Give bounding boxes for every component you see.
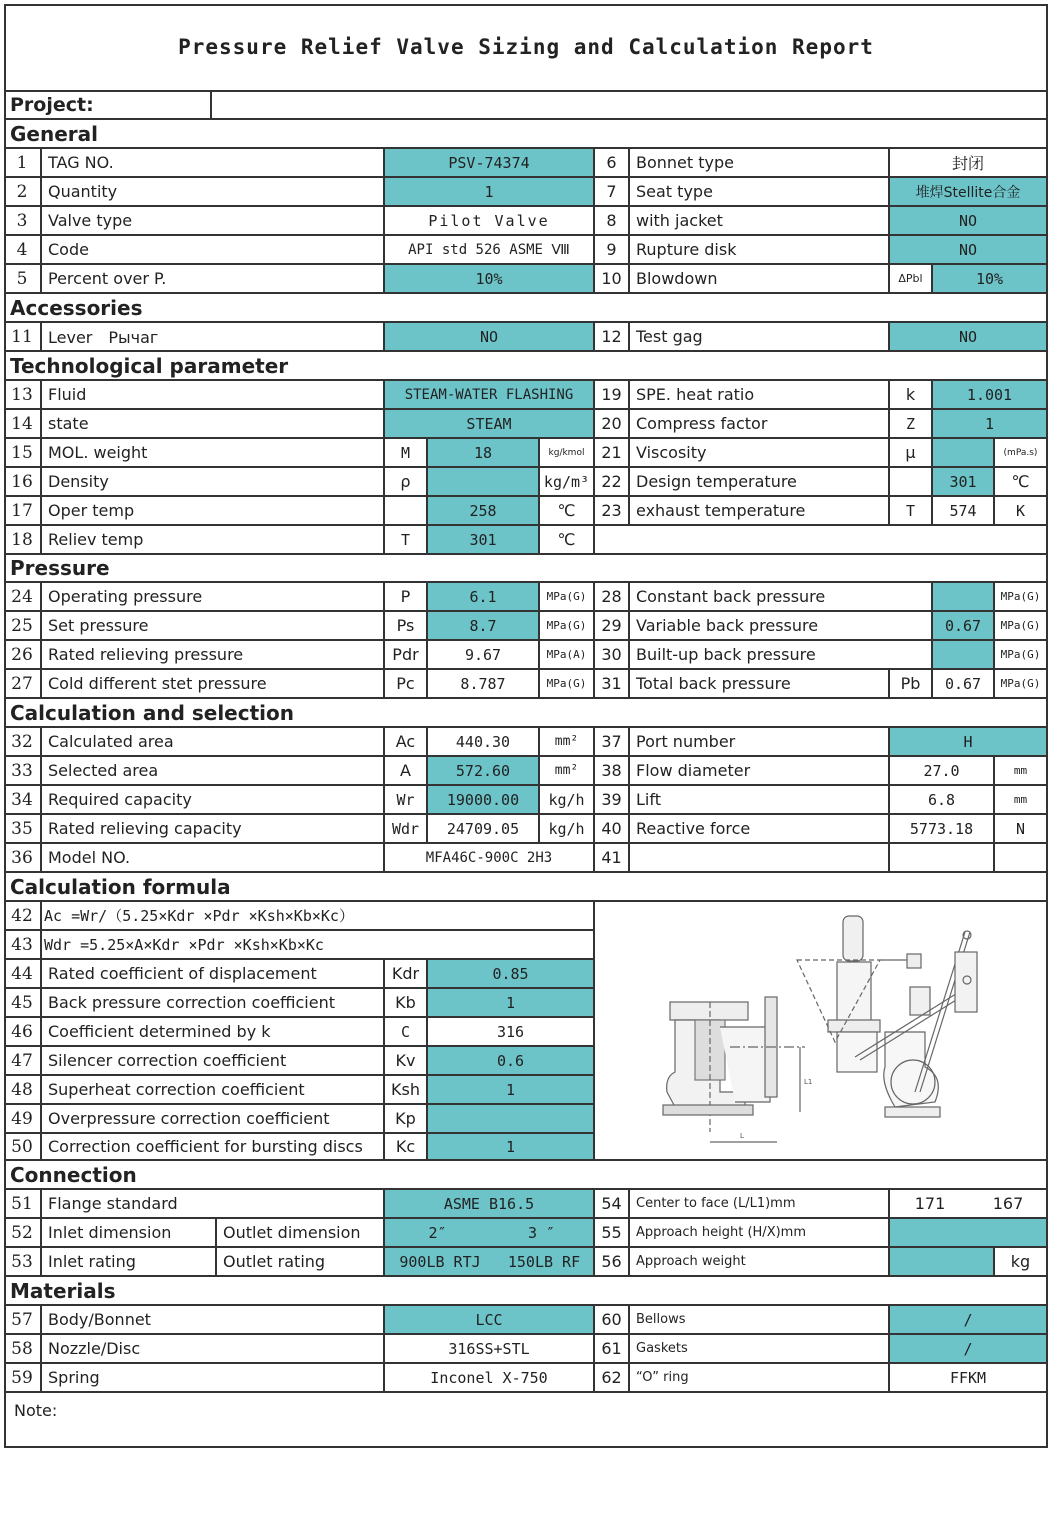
- project-label: Project:: [4, 92, 212, 120]
- ksh-value[interactable]: 1: [428, 1076, 595, 1105]
- bonnet-type-value[interactable]: 封闭: [890, 149, 1048, 178]
- mol-weight-value[interactable]: 18: [428, 439, 540, 468]
- unit: kg/h: [540, 786, 595, 815]
- row-number: 26: [4, 641, 42, 670]
- row-number: 57: [4, 1306, 42, 1335]
- field-label: Required capacity: [42, 786, 385, 815]
- unit: MPa(G): [995, 670, 1048, 699]
- unit: kg/m³: [540, 468, 595, 497]
- section-general: General: [4, 120, 1048, 149]
- field-label: SPE. heat ratio: [630, 381, 890, 410]
- field-label: Flow diameter: [630, 757, 890, 786]
- field-label: Operating pressure: [42, 583, 385, 612]
- row-number: 24: [4, 583, 42, 612]
- design-temp-value[interactable]: 301: [933, 468, 995, 497]
- field-label: Cold different stet pressure: [42, 670, 385, 699]
- unit: ℃: [540, 526, 595, 555]
- field-label: Viscosity: [630, 439, 890, 468]
- unit: N: [995, 815, 1048, 844]
- jacket-value[interactable]: NO: [890, 207, 1048, 236]
- note-area[interactable]: [4, 1393, 1048, 1448]
- spring-value[interactable]: Inconel X-750: [385, 1364, 595, 1393]
- field-label: Flange standard: [42, 1190, 385, 1219]
- row-number: 17: [4, 497, 42, 526]
- outlet-rating-value[interactable]: 150LB RF: [495, 1248, 595, 1277]
- field-label: Overpressure correction coefficient: [42, 1105, 385, 1134]
- field-label: Seat type: [630, 178, 890, 207]
- section-technological: Technological parameter: [4, 352, 1048, 381]
- field-label: Quantity: [42, 178, 385, 207]
- section-accessories: Accessories: [4, 294, 1048, 323]
- symbol: Pc: [385, 670, 428, 699]
- field-label: Set pressure: [42, 612, 385, 641]
- section-calculation: Calculation and selection: [4, 699, 1048, 728]
- field-label: Rupture disk: [630, 236, 890, 265]
- kp-value[interactable]: [428, 1105, 595, 1134]
- tag-no-value[interactable]: PSV-74374: [385, 149, 595, 178]
- nozzle-disc-value[interactable]: 316SS+STL: [385, 1335, 595, 1364]
- section-pressure: Pressure: [4, 555, 1048, 583]
- section-connection: Connection: [4, 1161, 1048, 1190]
- field-label: Rated relieving capacity: [42, 815, 385, 844]
- row-number: 33: [4, 757, 42, 786]
- field-label: Variable back pressure: [630, 612, 933, 641]
- field-label: Bonnet type: [630, 149, 890, 178]
- unit: K: [995, 497, 1048, 526]
- unit: ℃: [540, 497, 595, 526]
- project-value[interactable]: [212, 92, 1048, 120]
- unit: kg: [995, 1248, 1048, 1277]
- inlet-rating-value[interactable]: 900LB RTJ: [385, 1248, 495, 1277]
- row-number: 14: [4, 410, 42, 439]
- outlet-dimension-value[interactable]: 3 ″: [490, 1219, 595, 1248]
- empty-cell: [595, 526, 1048, 555]
- field-label: Selected area: [42, 757, 385, 786]
- row-number: 13: [4, 381, 42, 410]
- field-label: MOL. weight: [42, 439, 385, 468]
- field-label: Rated relieving pressure: [42, 641, 385, 670]
- row-number: 8: [595, 207, 630, 236]
- row-number: 12: [595, 323, 630, 352]
- row-number: 62: [595, 1364, 630, 1393]
- row-number: 47: [4, 1047, 42, 1076]
- unit: mm²: [540, 728, 595, 757]
- built-up-back-pressure-value[interactable]: [933, 641, 995, 670]
- unit: kg/h: [540, 815, 595, 844]
- symbol: Kdr: [385, 960, 428, 989]
- unit: [995, 844, 1048, 873]
- row-number: 37: [595, 728, 630, 757]
- row-number: 44: [4, 960, 42, 989]
- calculated-area-value[interactable]: 440.30: [428, 728, 540, 757]
- field-label: Model NO.: [42, 844, 385, 873]
- unit: mm: [995, 786, 1048, 815]
- field-label: TAG NO.: [42, 149, 385, 178]
- field-label: Blowdown: [630, 265, 890, 294]
- row-number: 16: [4, 468, 42, 497]
- row-number: 61: [595, 1335, 630, 1364]
- row-number: 34: [4, 786, 42, 815]
- unit: mm: [995, 757, 1048, 786]
- unit: MPa(G): [540, 612, 595, 641]
- section-formula: Calculation formula: [4, 873, 1048, 902]
- row-number: 48: [4, 1076, 42, 1105]
- svg-text:L: L: [740, 1132, 744, 1140]
- unit: MPa(G): [995, 583, 1048, 612]
- field-label: Approach weight: [630, 1248, 890, 1277]
- row-number: 25: [4, 612, 42, 641]
- field-label: Bellows: [630, 1306, 890, 1335]
- row-number: 46: [4, 1018, 42, 1047]
- row-number: 27: [4, 670, 42, 699]
- row-number: 18: [4, 526, 42, 555]
- row-number: 42: [4, 902, 42, 931]
- row-number: 11: [4, 323, 42, 352]
- rupture-disk-value[interactable]: NO: [890, 236, 1048, 265]
- field-label: Percent over P.: [42, 265, 385, 294]
- code-value[interactable]: API std 526 ASME Ⅷ: [385, 236, 595, 265]
- symbol: Kv: [385, 1047, 428, 1076]
- row-number: 56: [595, 1248, 630, 1277]
- heat-ratio-value[interactable]: 1.001: [933, 381, 1048, 410]
- row-number: 55: [595, 1219, 630, 1248]
- flange-standard-value[interactable]: ASME B16.5: [385, 1190, 595, 1219]
- row-number: 4: [4, 236, 42, 265]
- field-label: Design temperature: [630, 468, 890, 497]
- symbol: Pb: [890, 670, 933, 699]
- row-number: 20: [595, 410, 630, 439]
- row-number: 19: [595, 381, 630, 410]
- field-label: Rated coefficient of displacement: [42, 960, 385, 989]
- density-value[interactable]: [428, 468, 540, 497]
- rated-capacity-value[interactable]: 24709.05: [428, 815, 540, 844]
- symbol: Wdr: [385, 815, 428, 844]
- kb-value[interactable]: 1: [428, 989, 595, 1018]
- row-number: 1: [4, 149, 42, 178]
- percent-over-value[interactable]: 10%: [385, 265, 595, 294]
- symbol: Kb: [385, 989, 428, 1018]
- symbol: A: [385, 757, 428, 786]
- o-ring-value[interactable]: FFKM: [890, 1364, 1048, 1393]
- field-label: Body/Bonnet: [42, 1306, 385, 1335]
- cold-set-pressure-value[interactable]: 8.787: [428, 670, 540, 699]
- rated-relieving-pressure-value[interactable]: 9.67: [428, 641, 540, 670]
- body-bonnet-value[interactable]: LCC: [385, 1306, 595, 1335]
- row-number: 30: [595, 641, 630, 670]
- row-number: 38: [595, 757, 630, 786]
- field-label: Total back pressure: [630, 670, 890, 699]
- row-number: 6: [595, 149, 630, 178]
- valve-type-value[interactable]: Pilot Valve: [385, 207, 595, 236]
- blowdown-value[interactable]: 10%: [933, 265, 1048, 294]
- valve-drawing: [595, 902, 1048, 1161]
- field-label: state: [42, 410, 385, 439]
- unit: mm²: [540, 757, 595, 786]
- symbol: Ac: [385, 728, 428, 757]
- row-number: 43: [4, 931, 42, 960]
- field-label: Fluid: [42, 381, 385, 410]
- field-label: Silencer correction coefficient: [42, 1047, 385, 1076]
- bellows-value[interactable]: /: [890, 1306, 1048, 1335]
- formula-ac: Ac =Wr/（5.25×Kdr ×Pdr ×Ksh×Kb×Kc）: [42, 902, 595, 931]
- kv-value[interactable]: 0.6: [428, 1047, 595, 1076]
- field-label: Coefficient determined by k: [42, 1018, 385, 1047]
- reactive-force-value[interactable]: 5773.18: [890, 815, 995, 844]
- valve-schematic-icon: [595, 902, 1046, 1159]
- unit: ℃: [995, 468, 1048, 497]
- gaskets-value[interactable]: /: [890, 1335, 1048, 1364]
- inlet-dimension-value[interactable]: 2″: [385, 1219, 490, 1248]
- symbol: M: [385, 439, 428, 468]
- row-number: 52: [4, 1219, 42, 1248]
- row-number: 23: [595, 497, 630, 526]
- field-label: Gaskets: [630, 1335, 890, 1364]
- row-number: 50: [4, 1134, 42, 1161]
- set-pressure-value[interactable]: 8.7: [428, 612, 540, 641]
- symbol: Pdr: [385, 641, 428, 670]
- symbol: Kp: [385, 1105, 428, 1134]
- approach-height-value[interactable]: [890, 1219, 1048, 1248]
- selected-area-value[interactable]: 572.60: [428, 757, 540, 786]
- reliev-temp-value[interactable]: 301: [428, 526, 540, 555]
- field-label: Constant back pressure: [630, 583, 933, 612]
- viscosity-value[interactable]: [933, 439, 995, 468]
- symbol: [385, 497, 428, 526]
- field-label: Outlet dimension: [217, 1219, 385, 1248]
- symbol: Z: [890, 410, 933, 439]
- operating-pressure-value[interactable]: 6.1: [428, 583, 540, 612]
- field-label: Back pressure correction coefficient: [42, 989, 385, 1018]
- total-back-pressure-value[interactable]: 0.67: [933, 670, 995, 699]
- row-number: 54: [595, 1190, 630, 1219]
- field-label: Port number: [630, 728, 890, 757]
- row-number: 31: [595, 670, 630, 699]
- required-capacity-value[interactable]: 19000.00: [428, 786, 540, 815]
- row-number: 22: [595, 468, 630, 497]
- kdr-value[interactable]: 0.85: [428, 960, 595, 989]
- field-label: Calculated area: [42, 728, 385, 757]
- row-number: 51: [4, 1190, 42, 1219]
- approach-weight-value[interactable]: [890, 1248, 995, 1277]
- row-number: 36: [4, 844, 42, 873]
- unit: MPa(G): [995, 641, 1048, 670]
- note-label: Note:: [14, 1401, 58, 1420]
- field-label: Density: [42, 468, 385, 497]
- field-label: Compress factor: [630, 410, 890, 439]
- exhaust-temp-value[interactable]: 574: [933, 497, 995, 526]
- field-label: Lift: [630, 786, 890, 815]
- symbol: [890, 468, 933, 497]
- row-number: 41: [595, 844, 630, 873]
- svg-text:L1: L1: [804, 1078, 813, 1086]
- field-label: Valve type: [42, 207, 385, 236]
- flow-diameter-value[interactable]: 27.0: [890, 757, 995, 786]
- seat-type-value[interactable]: 堆焊Stellite合金: [890, 178, 1048, 207]
- field-label: Outlet rating: [217, 1248, 385, 1277]
- report-title: Pressure Relief Valve Sizing and Calculation Report: [4, 4, 1048, 92]
- center-to-face-l1-value[interactable]: 167: [970, 1190, 1048, 1219]
- field-label: Superheat correction coefficient: [42, 1076, 385, 1105]
- field-label: [630, 844, 890, 873]
- symbol: Kc: [385, 1134, 428, 1161]
- unit: kg/kmol: [540, 439, 595, 468]
- symbol: Ksh: [385, 1076, 428, 1105]
- symbol: C: [385, 1018, 428, 1047]
- row-number: 40: [595, 815, 630, 844]
- variable-back-pressure-value[interactable]: 0.67: [933, 612, 995, 641]
- symbol: Ps: [385, 612, 428, 641]
- row-number: 58: [4, 1335, 42, 1364]
- field-label: Lever Рычаг: [42, 323, 385, 352]
- row-number: 28: [595, 583, 630, 612]
- symbol: μ: [890, 439, 933, 468]
- quantity-value[interactable]: 1: [385, 178, 595, 207]
- symbol: ρ: [385, 468, 428, 497]
- symbol: T: [890, 497, 933, 526]
- symbol: P: [385, 583, 428, 612]
- row-number: 49: [4, 1105, 42, 1134]
- row-number: 53: [4, 1248, 42, 1277]
- model-no-value[interactable]: MFA46C-900C 2H3: [385, 844, 595, 873]
- unit: MPa(G): [540, 583, 595, 612]
- c-value[interactable]: 316: [428, 1018, 595, 1047]
- field-label: Test gag: [630, 323, 890, 352]
- row-number: 32: [4, 728, 42, 757]
- field-label: Reliev temp: [42, 526, 385, 555]
- state-value[interactable]: STEAM: [385, 410, 595, 439]
- constant-back-pressure-value[interactable]: [933, 583, 995, 612]
- field-label: Spring: [42, 1364, 385, 1393]
- center-to-face-l-value[interactable]: 171: [890, 1190, 970, 1219]
- symbol: Wr: [385, 786, 428, 815]
- field-label: Code: [42, 236, 385, 265]
- field-label: Inlet dimension: [42, 1219, 217, 1248]
- field-label: Oper temp: [42, 497, 385, 526]
- row-number: 9: [595, 236, 630, 265]
- row-number: 10: [595, 265, 630, 294]
- compress-factor-value[interactable]: 1: [933, 410, 1048, 439]
- field-label: Center to face (L/L1)mm: [630, 1190, 890, 1219]
- field-label: “O” ring: [630, 1364, 890, 1393]
- kc-value[interactable]: 1: [428, 1134, 595, 1161]
- row-number: 15: [4, 439, 42, 468]
- lift-value[interactable]: 6.8: [890, 786, 995, 815]
- row-number: 35: [4, 815, 42, 844]
- lever-value[interactable]: NO: [385, 323, 595, 352]
- section-materials: Materials: [4, 1277, 1048, 1306]
- fluid-value[interactable]: STEAM-WATER FLASHING: [385, 381, 595, 410]
- oper-temp-value[interactable]: 258: [428, 497, 540, 526]
- unit: MPa(G): [995, 612, 1048, 641]
- field-label: Inlet rating: [42, 1248, 217, 1277]
- formula-wdr: Wdr =5.25×A×Kdr ×Pdr ×Ksh×Kb×Kc: [42, 931, 595, 960]
- row-number: 3: [4, 207, 42, 236]
- port-number-value[interactable]: H: [890, 728, 1048, 757]
- field-label: with jacket: [630, 207, 890, 236]
- symbol: k: [890, 381, 933, 410]
- blowdown-symbol: ΔPbl: [890, 265, 933, 294]
- unit: MPa(G): [540, 670, 595, 699]
- row-number: 59: [4, 1364, 42, 1393]
- empty-value[interactable]: [890, 844, 995, 873]
- unit: MPa(A): [540, 641, 595, 670]
- row-number: 60: [595, 1306, 630, 1335]
- field-label: Correction coefficient for bursting discs: [42, 1134, 385, 1161]
- row-number: 29: [595, 612, 630, 641]
- field-label: exhaust temperature: [630, 497, 890, 526]
- field-label: Nozzle/Disc: [42, 1335, 385, 1364]
- field-label: Reactive force: [630, 815, 890, 844]
- unit: (mPa.s): [995, 439, 1048, 468]
- symbol: T: [385, 526, 428, 555]
- row-number: 45: [4, 989, 42, 1018]
- field-label: Approach height (H/X)mm: [630, 1219, 890, 1248]
- row-number: 21: [595, 439, 630, 468]
- row-number: 5: [4, 265, 42, 294]
- row-number: 39: [595, 786, 630, 815]
- field-label: Built-up back pressure: [630, 641, 933, 670]
- test-gag-value[interactable]: NO: [890, 323, 1048, 352]
- row-number: 7: [595, 178, 630, 207]
- row-number: 2: [4, 178, 42, 207]
